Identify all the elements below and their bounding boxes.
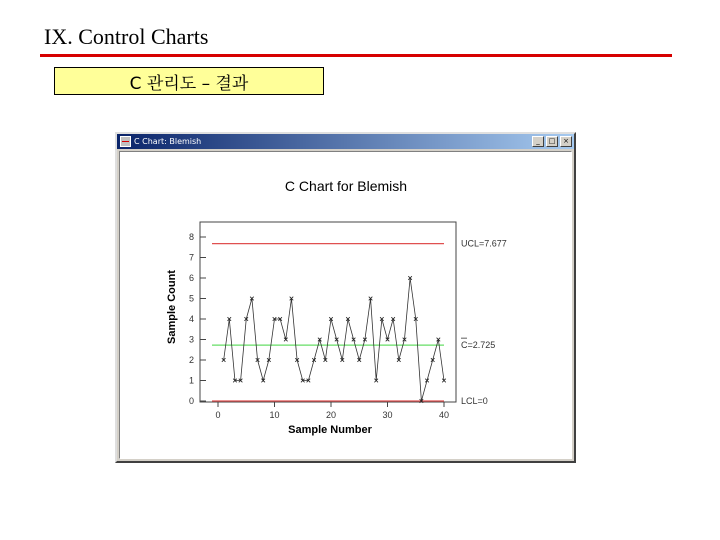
control-limit-label: LCL=0 <box>461 396 488 406</box>
x-tick-label: 30 <box>382 410 393 420</box>
control-limit-label: C=2.725 <box>461 340 496 351</box>
c-chart <box>120 152 573 460</box>
x-tick-label: 40 <box>438 410 450 420</box>
y-tick-label: 5 <box>188 293 194 304</box>
subtitle-text: C 관리도 – 결과 <box>129 73 249 94</box>
x-tick-label: 10 <box>269 410 280 420</box>
minimize-icon[interactable]: _ <box>532 136 544 147</box>
y-tick-label: 2 <box>188 355 194 365</box>
chart-title: C Chart for Blemish <box>284 178 408 194</box>
slide-title: IX. Control Charts <box>44 24 209 49</box>
window-title: C Chart: Blemish <box>134 137 202 146</box>
y-tick-label: 3 <box>188 334 194 345</box>
x-tick-label: 20 <box>325 410 337 420</box>
subtitle-box <box>54 67 324 95</box>
series-line <box>224 278 444 401</box>
y-tick-label: 0 <box>188 396 194 406</box>
chart-window <box>115 132 576 463</box>
y-tick-label: 7 <box>188 252 194 263</box>
app-icon <box>120 136 131 147</box>
window-titlebar[interactable] <box>117 134 574 149</box>
x-axis-label: Sample Number <box>288 424 372 436</box>
y-tick-label: 6 <box>188 273 194 283</box>
x-tick-label: 0 <box>215 410 221 420</box>
control-limit-label: UCL=7.677 <box>461 238 507 249</box>
y-axis-label: Sample Count <box>166 270 178 344</box>
maximize-icon[interactable]: □ <box>546 136 558 147</box>
y-tick-label: 1 <box>188 375 194 386</box>
y-tick-label: 8 <box>188 232 194 242</box>
title-divider <box>40 54 672 57</box>
chart-area <box>119 151 572 459</box>
plot-frame <box>200 222 456 402</box>
close-icon[interactable]: × <box>560 136 572 147</box>
y-tick-label: 4 <box>188 314 194 324</box>
